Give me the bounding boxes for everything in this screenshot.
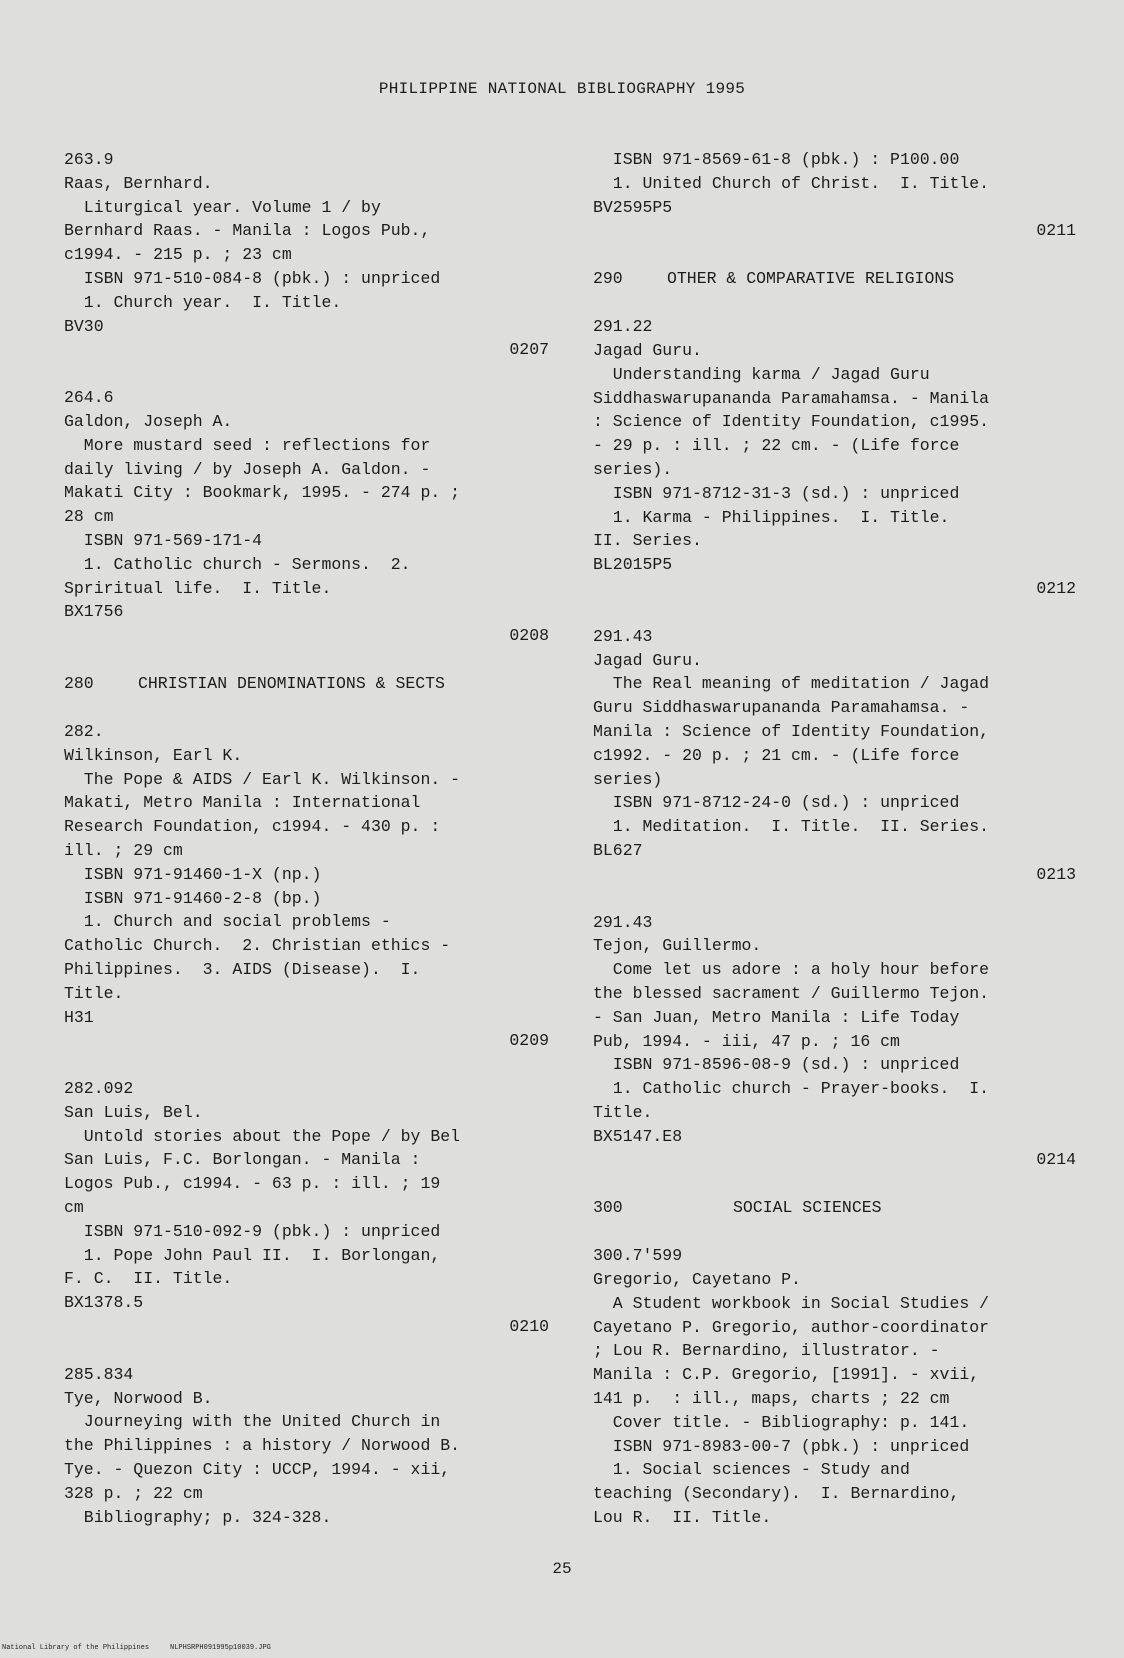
- bibliography-entry: [593, 1244, 1076, 1530]
- entry-line: The Real meaning of meditation / Jagad: [593, 674, 990, 694]
- entry-line: series).: [593, 459, 673, 479]
- entry-line: ISBN 971-8569-61-8 (pbk.) : P100.00: [593, 150, 960, 169]
- entry-line: 141 p. : ill., maps, charts ; 22 cm: [593, 1389, 950, 1409]
- entry-line: 285.834: [64, 1364, 134, 1384]
- entry-number: 0214: [1036, 1150, 1076, 1170]
- entry-line: II. Series.: [593, 531, 702, 551]
- entry-line: BL627: [593, 840, 643, 860]
- section-heading: [593, 267, 1076, 291]
- entry-line: Makati City : Bookmark, 1995. - 274 p. ;: [64, 483, 461, 503]
- entry-line: Tye. - Quezon City : UCCP, 1994. - xii,: [64, 1460, 451, 1480]
- entry-number: 0208: [509, 626, 549, 646]
- entry-number: 0209: [509, 1031, 549, 1051]
- entry-line: Philippines. 3. AIDS (Disease). I.: [64, 959, 421, 979]
- entry-line: Galdon, Joseph A.: [64, 411, 233, 431]
- section-code: 280: [64, 673, 94, 693]
- entry-number: 0212: [1036, 578, 1076, 598]
- entry-line: the Philippines : a history / Norwood B.: [64, 1436, 461, 1456]
- entry-line: 291.43: [593, 626, 653, 646]
- entry-line: Title.: [64, 983, 124, 1003]
- section-title: SOCIAL SCIENCES: [733, 1198, 882, 1218]
- entry-line: Journeying with the United Church in: [64, 1412, 441, 1432]
- bibliography-entry: [64, 1363, 549, 1530]
- entry-line: Research Foundation, c1994. - 430 p. :: [64, 817, 441, 837]
- entry-line: Siddhaswarupananda Paramahamsa. - Manila: [593, 388, 990, 408]
- bibliography-entry: [64, 386, 549, 648]
- entry-line: 328 p. ; 22 cm: [64, 1483, 203, 1503]
- entry-line: ISBN 971-91460-2-8 (bp.): [64, 888, 322, 908]
- section-title: OTHER & COMPARATIVE RELIGIONS: [667, 269, 955, 289]
- entry-line: ; Lou R. Bernardino, illustrator. -: [593, 1341, 940, 1361]
- entry-line: BV2595P5: [593, 197, 673, 217]
- entry-line: Tejon, Guillermo.: [593, 936, 762, 956]
- entry-line: Untold stories about the Pope / by Bel: [64, 1126, 461, 1146]
- entry-line: 1. Meditation. I. Title. II. Series.: [593, 817, 990, 837]
- entry-line: ISBN 971-8712-31-3 (sd.) : unpriced: [593, 483, 960, 503]
- bibliography-entry: [64, 148, 549, 362]
- entry-line: ISBN 971-8983-00-7 (pbk.) : unpriced: [593, 1436, 970, 1456]
- entry-line: BX1756: [64, 602, 124, 622]
- bibliography-entry: [593, 625, 1076, 887]
- entry-line: daily living / by Joseph A. Galdon. -: [64, 459, 431, 479]
- entry-line: Jagad Guru.: [593, 340, 702, 360]
- entry-line: 291.43: [593, 912, 653, 932]
- entry-line: - 29 p. : ill. ; 22 cm. - (Life force: [593, 436, 960, 456]
- entry-line: 300.7'599: [593, 1246, 683, 1266]
- section-code: 290: [593, 269, 623, 289]
- entry-line: the blessed sacrament / Guillermo Tejon.: [593, 983, 990, 1003]
- entry-line: More mustard seed : reflections for: [64, 435, 431, 455]
- entry-line: ISBN 971-8712-24-0 (sd.) : unpriced: [593, 793, 960, 813]
- section-code: 300: [593, 1198, 623, 1218]
- entry-line: A Student workbook in Social Studies /: [593, 1293, 990, 1313]
- entry-line: ISBN 971-91460-1-X (np.): [64, 864, 322, 884]
- page-number: 25: [552, 1560, 572, 1578]
- entry-line: Catholic Church. 2. Christian ethics -: [64, 936, 451, 956]
- entry-line: series): [593, 769, 663, 789]
- entry-line: ISBN 971-8596-08-9 (sd.) : unpriced: [593, 1055, 960, 1075]
- right-column: [593, 148, 1076, 1530]
- entry-line: cm: [64, 1198, 84, 1218]
- entry-line: Manila : Science of Identity Foundation,: [593, 721, 990, 741]
- entry-line: : Science of Identity Foundation, c1995.: [593, 412, 990, 432]
- entry-line: Wilkinson, Earl K.: [64, 745, 243, 765]
- bibliography-entry: [593, 148, 1076, 243]
- entry-line: 1. Church and social problems -: [64, 912, 391, 932]
- entry-line: 282.: [64, 721, 104, 741]
- entry-line: - San Juan, Metro Manila : Life Today: [593, 1007, 960, 1027]
- entry-line: ill. ; 29 cm: [64, 840, 183, 860]
- entry-line: Cayetano P. Gregorio, author-coordinator: [593, 1317, 990, 1337]
- page-header: PHILIPPINE NATIONAL BIBLIOGRAPHY 1995: [378, 80, 746, 98]
- entry-line: San Luis, F.C. Borlongan. - Manila :: [64, 1150, 421, 1170]
- entry-line: ISBN 971-510-092-9 (pbk.) : unpriced: [64, 1221, 441, 1241]
- entry-line: 1. Catholic church - Sermons. 2.: [64, 554, 411, 574]
- entry-line: BX5147.E8: [593, 1126, 683, 1146]
- entry-line: Guru Siddhaswarupananda Paramahamsa. -: [593, 698, 970, 718]
- entry-line: Jagad Guru.: [593, 650, 702, 670]
- left-column: [64, 148, 549, 1529]
- entry-line: 1. Social sciences - Study and: [593, 1460, 910, 1480]
- entry-line: BV30: [64, 316, 104, 336]
- entry-line: Spriritual life. I. Title.: [64, 578, 332, 598]
- entry-line: Tye, Norwood B.: [64, 1388, 213, 1408]
- entry-line: Logos Pub., c1994. - 63 p. : ill. ; 19: [64, 1174, 441, 1194]
- entry-line: ISBN 971-510-084-8 (pbk.) : unpriced: [64, 268, 441, 288]
- entry-line: ISBN 971-569-171-4: [64, 530, 263, 550]
- entry-line: Title.: [593, 1102, 653, 1122]
- entry-line: c1992. - 20 p. ; 21 cm. - (Life force: [593, 745, 960, 765]
- entry-line: Bernhard Raas. - Manila : Logos Pub.,: [64, 221, 431, 241]
- entry-line: Pub, 1994. - iii, 47 p. ; 16 cm: [593, 1031, 900, 1051]
- entry-number: 0213: [1036, 864, 1076, 884]
- section-title: CHRISTIAN DENOMINATIONS & SECTS: [138, 673, 445, 693]
- entry-line: BX1378.5: [64, 1293, 144, 1313]
- entry-line: 1. Church year. I. Title.: [64, 292, 342, 312]
- entry-line: H31: [64, 1007, 94, 1027]
- scan-footer: National Library of the Philippines NLPHSRPH091995p10039.JPG: [2, 1644, 271, 1652]
- entry-line: 291.22: [593, 317, 653, 337]
- entry-line: Bibliography; p. 324-328.: [64, 1507, 332, 1527]
- entry-line: F. C. II. Title.: [64, 1269, 233, 1289]
- entry-line: 263.9: [64, 150, 114, 169]
- section-heading: [64, 672, 549, 696]
- bibliography-entry: [64, 720, 549, 1053]
- entry-number: 0210: [509, 1317, 549, 1337]
- entry-line: 264.6: [64, 388, 114, 408]
- entry-line: BL2015P5: [593, 555, 673, 575]
- entry-number: 0207: [509, 340, 549, 360]
- entry-line: Makati, Metro Manila : International: [64, 793, 421, 813]
- entry-line: Gregorio, Cayetano P.: [593, 1270, 801, 1290]
- entry-line: Cover title. - Bibliography: p. 141.: [593, 1412, 970, 1432]
- entry-line: 1. United Church of Christ. I. Title.: [593, 173, 990, 193]
- entry-line: Manila : C.P. Gregorio, [1991]. - xvii,: [593, 1365, 980, 1385]
- entry-line: Raas, Bernhard.: [64, 173, 213, 193]
- entry-line: Liturgical year. Volume 1 / by: [64, 197, 381, 217]
- entry-line: Understanding karma / Jagad Guru: [593, 364, 930, 384]
- bibliography-entry: [593, 315, 1076, 601]
- entry-line: c1994. - 215 p. ; 23 cm: [64, 245, 292, 265]
- entry-line: 282.092: [64, 1079, 134, 1099]
- entry-line: 1. Catholic church - Prayer-books. I.: [593, 1079, 990, 1099]
- entry-line: Lou R. II. Title.: [593, 1508, 772, 1528]
- section-heading: [593, 1196, 1076, 1220]
- entry-number: 0211: [1036, 221, 1076, 241]
- entry-line: Come let us adore : a holy hour before: [593, 960, 990, 980]
- bibliography-entry: [593, 911, 1076, 1173]
- entry-line: 28 cm: [64, 507, 114, 527]
- entry-line: The Pope & AIDS / Earl K. Wilkinson. -: [64, 769, 461, 789]
- entry-line: teaching (Secondary). I. Bernardino,: [593, 1484, 960, 1504]
- entry-line: 1. Karma - Philippines. I. Title.: [593, 507, 950, 527]
- entry-line: 1. Pope John Paul II. I. Borlongan,: [64, 1245, 441, 1265]
- bibliography-entry: [64, 1077, 549, 1339]
- entry-line: San Luis, Bel.: [64, 1102, 203, 1122]
